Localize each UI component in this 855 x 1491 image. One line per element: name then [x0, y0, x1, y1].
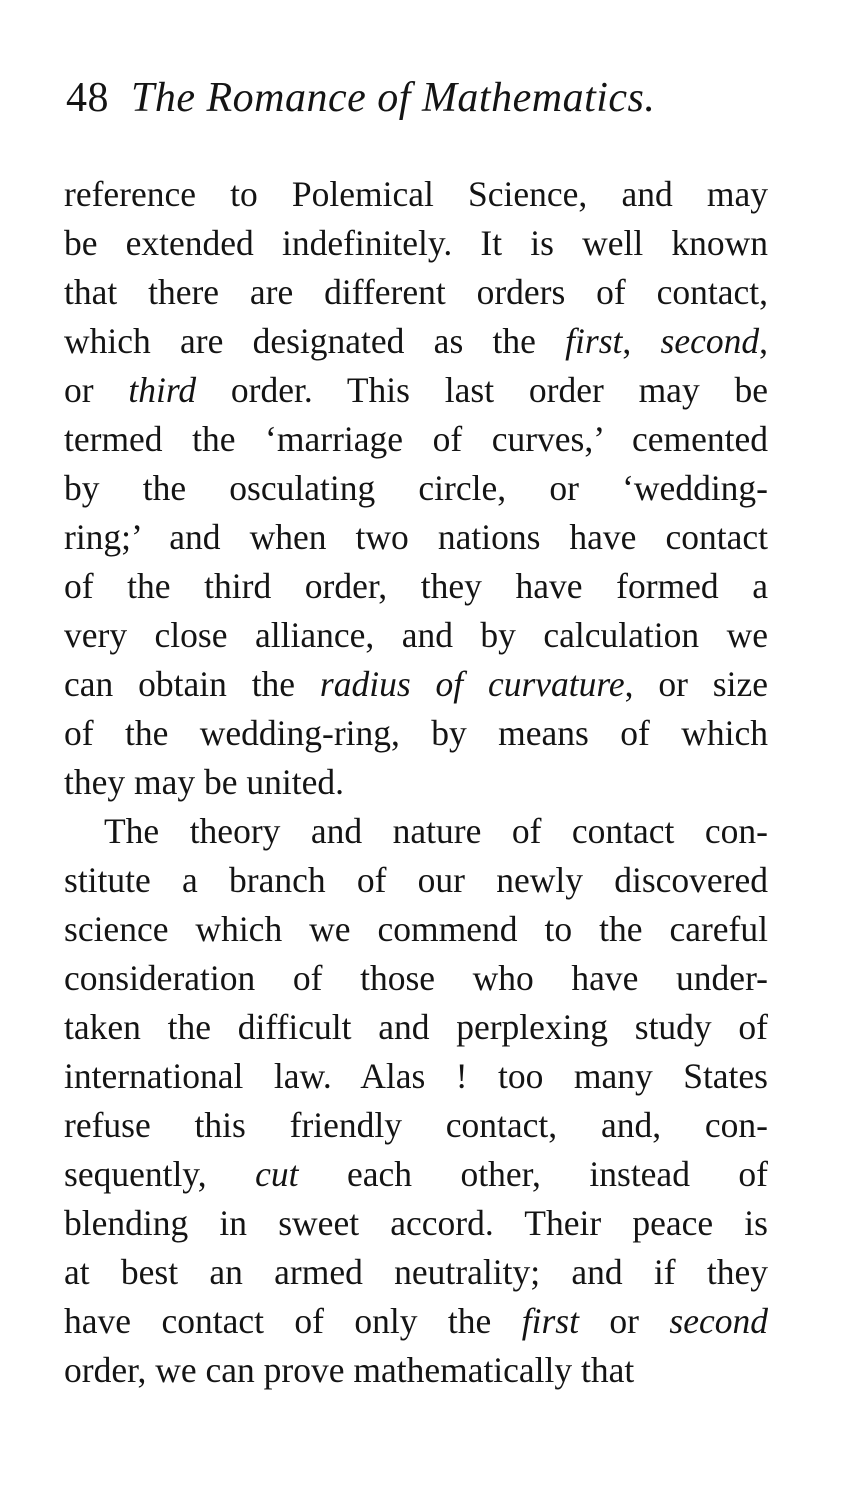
text-line: [64, 807, 768, 856]
text-line: [64, 268, 768, 317]
text-run: each other, instead of: [298, 1154, 768, 1194]
italic-text: first: [565, 321, 623, 361]
text-run: order, we can prove mathematically that: [64, 1350, 635, 1390]
text-line: [64, 1003, 768, 1052]
text-line: [64, 611, 768, 660]
text-run: which are designated as the: [64, 321, 566, 361]
text-line: [64, 1150, 768, 1199]
text-run: blending in sweet accord. Their peace is: [64, 1203, 768, 1243]
text-run: reference to Polemical Science, and may: [64, 174, 768, 214]
italic-text: radius of curvature: [319, 664, 625, 704]
text-run: taken the difficult and perplexing study of: [64, 1007, 768, 1047]
text-run: consideration of those who have under-: [64, 958, 768, 998]
text-run: have contact of only the: [64, 1301, 522, 1341]
text-line: [64, 1101, 768, 1150]
italic-text: third: [128, 370, 197, 410]
text-line: [64, 1248, 768, 1297]
italic-text: first: [521, 1301, 579, 1341]
text-run: of the third order, they have formed a: [64, 566, 768, 606]
text-run: or: [578, 1301, 670, 1341]
text-run: refuse this friendly contact, and, con-: [64, 1105, 768, 1145]
text-run: very close alliance, and by calculation we: [64, 615, 768, 655]
text-line: [64, 660, 768, 709]
paragraph: [64, 807, 768, 1395]
text-run: ,: [759, 321, 768, 361]
text-run: can obtain the: [64, 664, 320, 704]
text-line: [64, 758, 768, 807]
text-line: [64, 1199, 768, 1248]
text-run: international law. Alas ! too many States: [64, 1056, 768, 1096]
text-line: [64, 562, 768, 611]
text-run: ,: [622, 321, 661, 361]
text-line: [64, 513, 768, 562]
text-line: [64, 1346, 768, 1395]
text-run: stitute a branch of our newly discovered: [64, 860, 768, 900]
running-title: The Romance of Mathematics.: [131, 75, 656, 121]
text-line: [64, 366, 768, 415]
text-line: [64, 464, 768, 513]
text-line: [64, 905, 768, 954]
text-run: order. This last order may be: [196, 370, 768, 410]
italic-text: second: [660, 321, 760, 361]
italic-text: cut: [255, 1154, 299, 1194]
text-line: [64, 1297, 768, 1346]
text-run: at best an armed neutrality; and if they: [64, 1252, 768, 1292]
text-run: sequently,: [64, 1154, 256, 1194]
text-line: [64, 170, 768, 219]
text-run: science which we commend to the careful: [64, 909, 768, 949]
text-run: of the wedding-ring, by means of which: [64, 713, 768, 753]
italic-text: second: [669, 1301, 768, 1341]
running-head: [66, 70, 766, 126]
text-run: they may be united.: [64, 762, 344, 802]
text-run: that there are different orders of contact,: [64, 272, 768, 312]
text-run: termed the ‘marriage of curves,’ cemented: [64, 419, 768, 459]
text-line: [64, 954, 768, 1003]
text-run: The theory and nature of contact con-: [104, 811, 768, 851]
text-run: ring;’ and when two nations have contact: [64, 517, 768, 557]
text-line: [64, 1052, 768, 1101]
text-line: [64, 709, 768, 758]
paragraph: [64, 170, 768, 807]
text-run: or: [64, 370, 129, 410]
text-run: , or size: [624, 664, 768, 704]
body-text: [64, 170, 768, 1395]
text-run: be extended indefinitely. It is well known: [64, 223, 768, 263]
text-line: [64, 219, 768, 268]
text-run: by the osculating circle, or ‘wedding-: [64, 468, 768, 508]
text-line: [64, 317, 768, 366]
page-number: 48: [66, 75, 109, 121]
text-line: [64, 415, 768, 464]
text-line: [64, 856, 768, 905]
